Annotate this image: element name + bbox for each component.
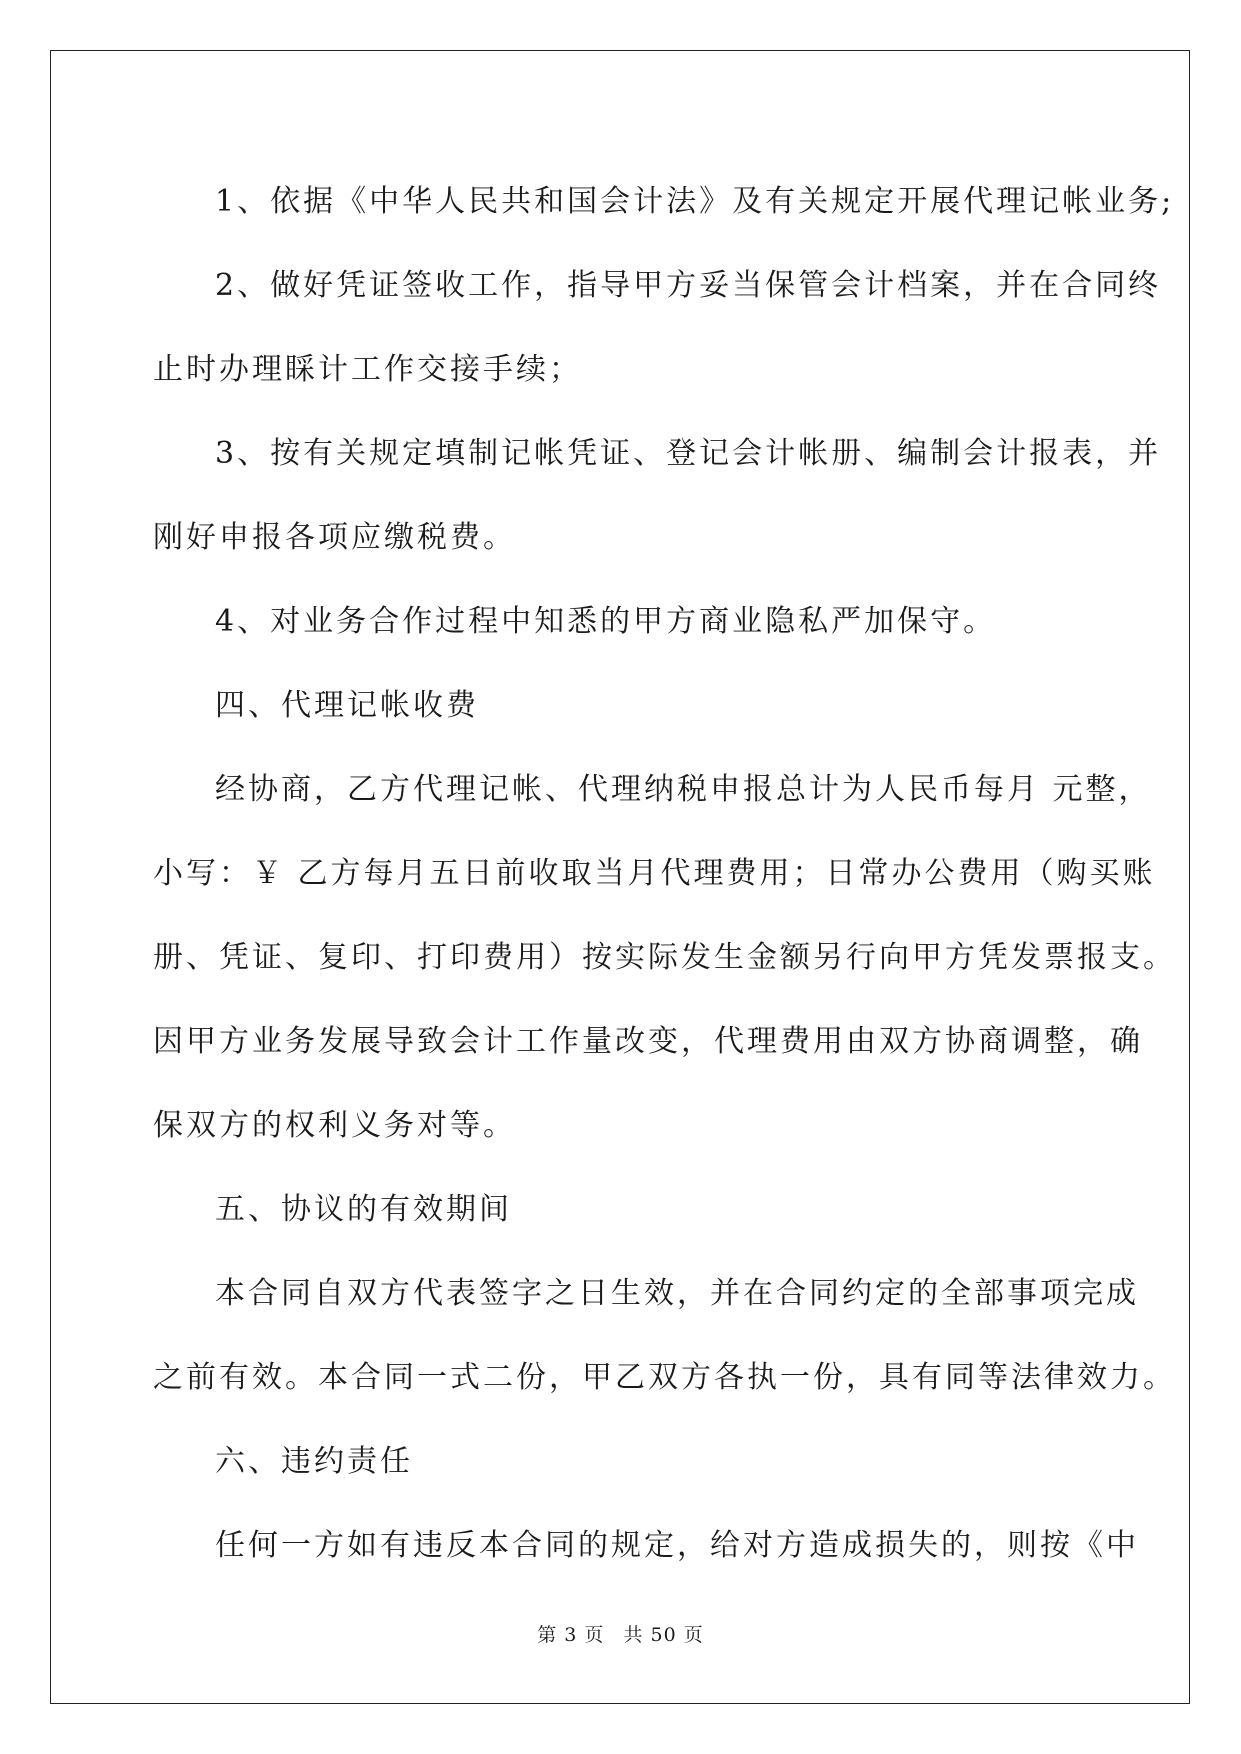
document-body xyxy=(153,160,1176,1588)
paragraph-line: 1、依据《中华人民共和国会计法》及有关规定开展代理记帐业务; xyxy=(215,184,1175,219)
paragraph-line: 2、做好凭证签收工作，指导甲方妥当保管会计档案，并在合同终 xyxy=(215,268,1162,303)
paragraph-line: 刚好申报各项应缴税费。 xyxy=(153,520,516,555)
page-total: 共 50 页 xyxy=(623,1624,704,1646)
paragraph-line: 小写：￥ 乙方每月五日前收取当月代理费用；日常办公费用（购买账 xyxy=(153,856,1156,891)
paragraph-line: 3、按有关规定填制记帐凭证、登记会计帐册、编制会计报表，并 xyxy=(215,436,1162,471)
paragraph-line: 本合同自双方代表签字之日生效，并在合同约定的全部事项完成 xyxy=(215,1276,1139,1311)
paragraph-line: 止时办理睬计工作交接手续； xyxy=(153,352,582,387)
paragraph-line: 保双方的权利义务对等。 xyxy=(153,1108,516,1143)
page-number: 第 3 页 xyxy=(537,1624,605,1646)
paragraph-line: 册、凭证、复印、打印费用）按实际发生金额另行向甲方凭发票报支。 xyxy=(153,940,1176,975)
paragraph-line: 因甲方业务发展导致会计工作量改变，代理费用由双方协商调整，确 xyxy=(153,1024,1143,1059)
paragraph-line: 之前有效。本合同一式二份，甲乙双方各执一份，具有同等法律效力。 xyxy=(153,1360,1176,1395)
section-heading: 六、违约责任 xyxy=(215,1444,413,1479)
section-heading: 四、代理记帐收费 xyxy=(215,688,479,723)
paragraph-line: 经协商，乙方代理记帐、代理纳税申报总计为人民币每月 元整， xyxy=(215,772,1152,807)
page-footer xyxy=(0,1620,1241,1647)
paragraph-line: 任何一方如有违反本合同的规定，给对方造成损失的，则按《中 xyxy=(215,1528,1139,1563)
paragraph-line: 4、对业务合作过程中知悉的甲方商业隐私严加保守。 xyxy=(215,604,997,639)
section-heading: 五、协议的有效期间 xyxy=(215,1192,512,1227)
